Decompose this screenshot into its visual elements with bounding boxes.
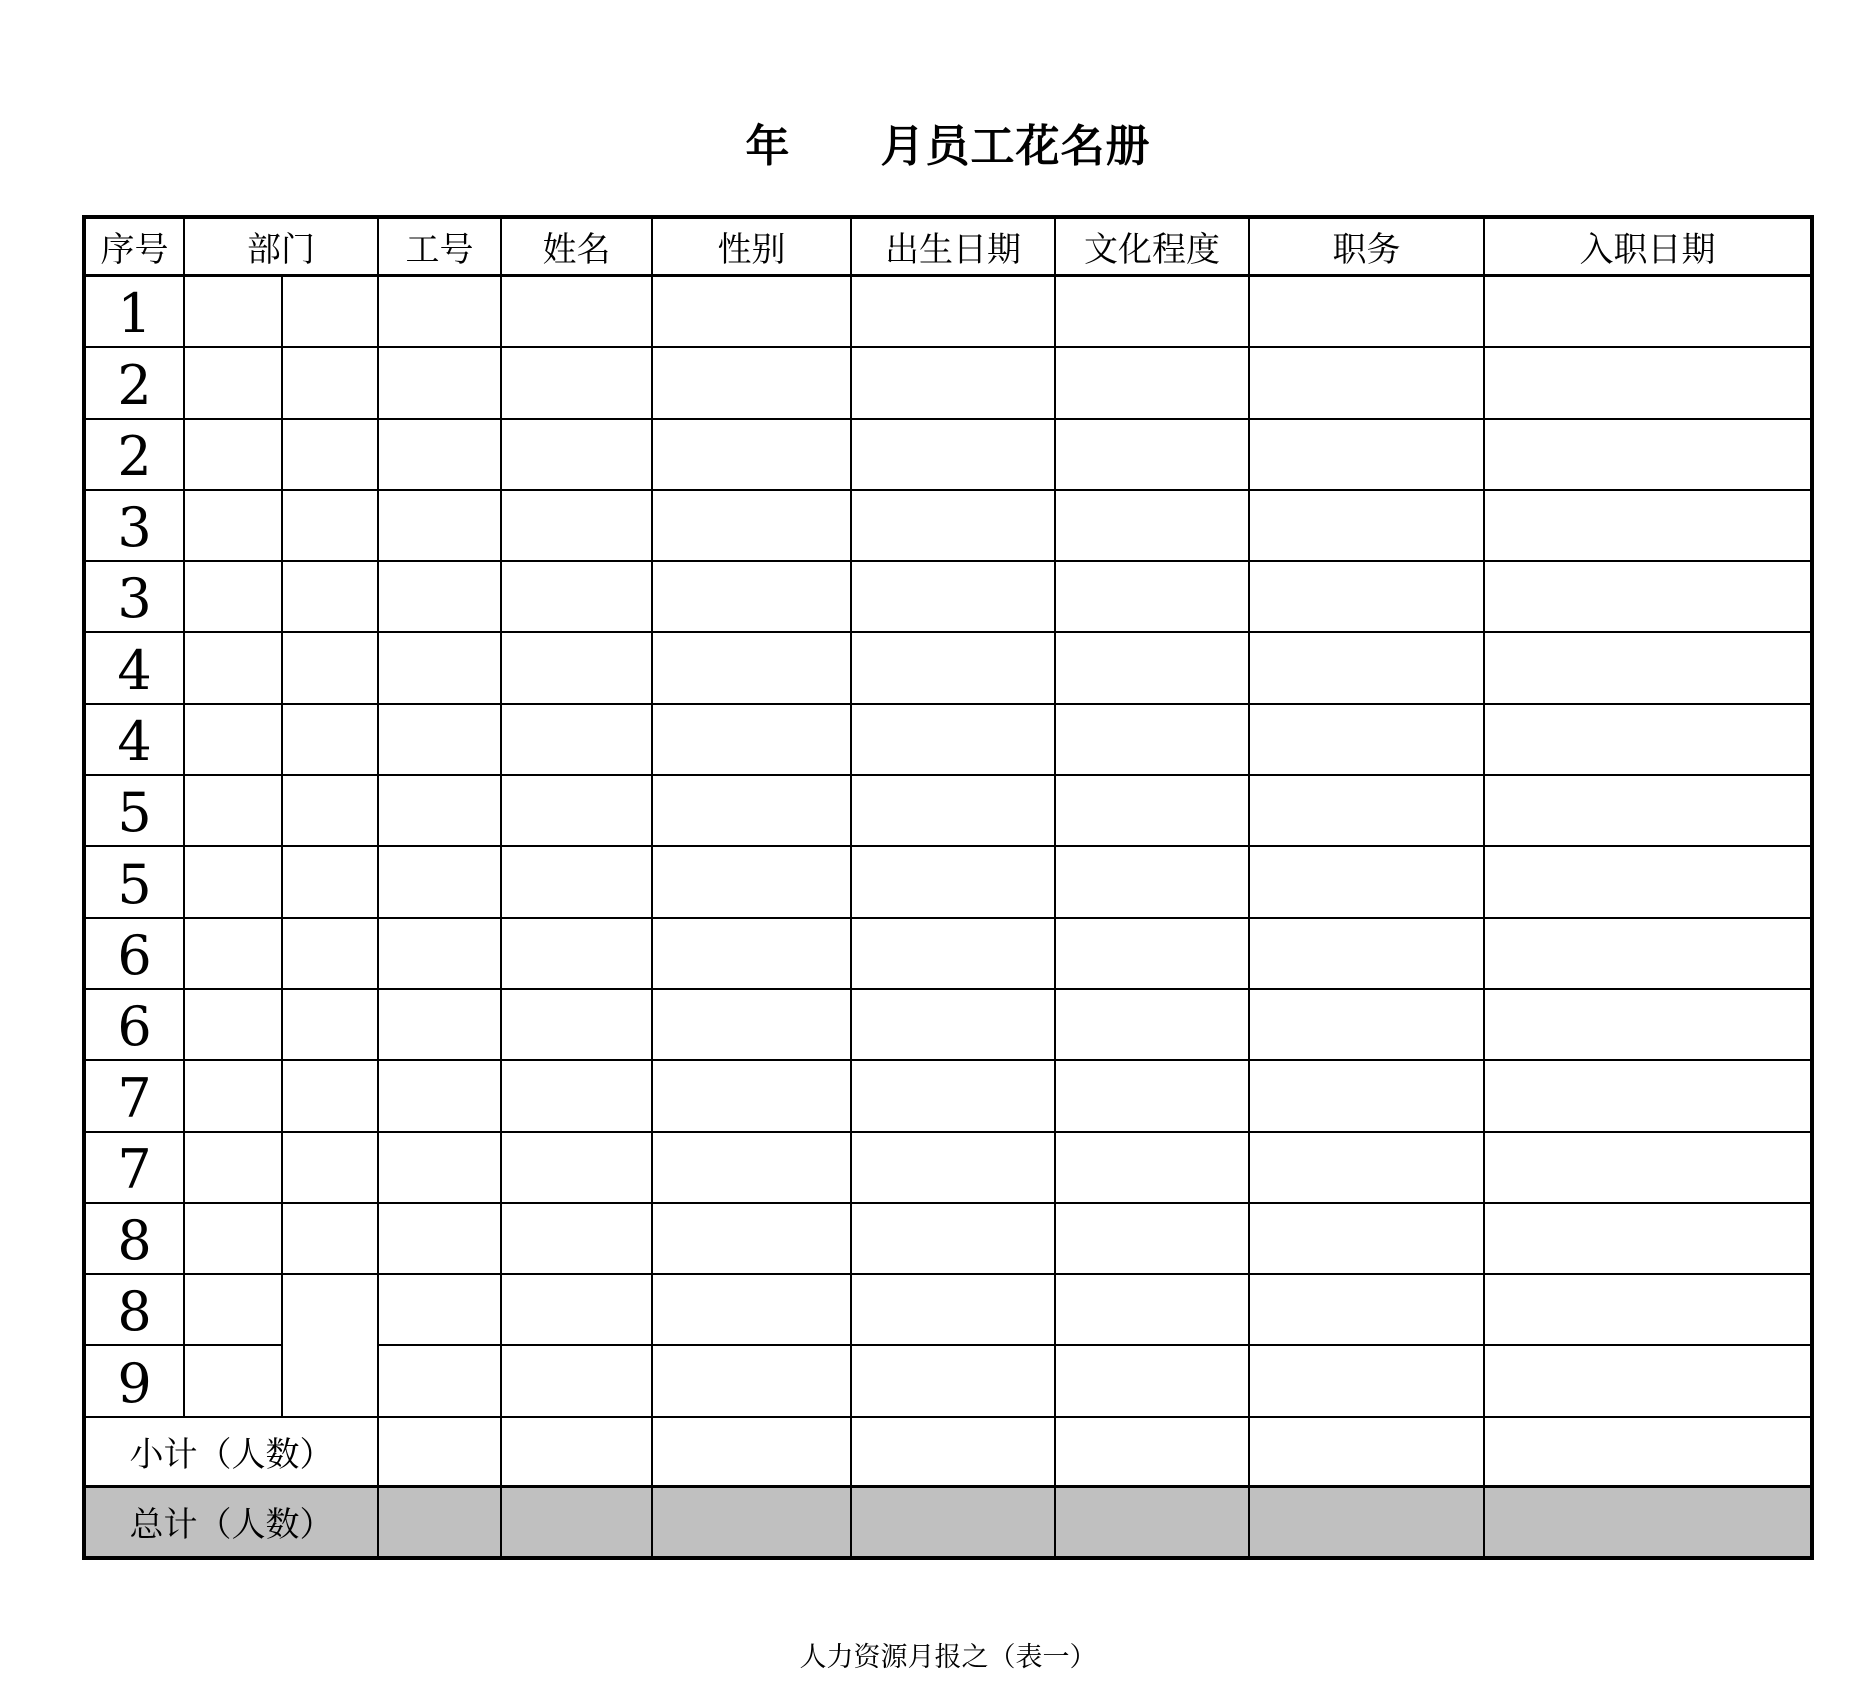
- empty-cell: [653, 847, 852, 918]
- row-number-cell: 6: [86, 990, 185, 1061]
- empty-cell: [1056, 277, 1250, 348]
- total-label: 总计（人数）: [86, 1488, 379, 1556]
- empty-cell: [1485, 420, 1810, 491]
- dept-cell: [185, 990, 283, 1061]
- empty-cell: [653, 633, 852, 704]
- empty-cell: [1485, 990, 1810, 1061]
- empty-cell: [653, 990, 852, 1061]
- empty-cell: [379, 919, 502, 990]
- row-number-cell: 7: [86, 1133, 185, 1204]
- empty-cell: [1485, 348, 1810, 419]
- empty-cell: [379, 1204, 502, 1275]
- empty-cell: [379, 705, 502, 776]
- empty-cell: [379, 348, 502, 419]
- empty-cell: [1485, 633, 1810, 704]
- empty-cell: [1056, 1204, 1250, 1275]
- subtotal-value-cell: [379, 1418, 502, 1488]
- subtotal-value-cell: [1056, 1418, 1250, 1488]
- empty-cell: [653, 420, 852, 491]
- empty-cell: [1056, 919, 1250, 990]
- dept-cell: [185, 847, 283, 918]
- empty-cell: [502, 633, 653, 704]
- row-number-cell: 8: [86, 1204, 185, 1275]
- row-number-cell: 1: [86, 277, 185, 348]
- dept-cell: [283, 633, 379, 704]
- total-value-cell: [653, 1488, 852, 1556]
- empty-cell: [852, 919, 1056, 990]
- empty-cell: [653, 1133, 852, 1204]
- row-number-cell: 8: [86, 1275, 185, 1346]
- empty-cell: [379, 1346, 502, 1417]
- empty-cell: [852, 633, 1056, 704]
- dept-cell: [185, 705, 283, 776]
- empty-cell: [1250, 348, 1485, 419]
- empty-cell: [1056, 1275, 1250, 1346]
- empty-cell: [1250, 919, 1485, 990]
- empty-cell: [1250, 1346, 1485, 1417]
- total-value-cell: [852, 1488, 1056, 1556]
- empty-cell: [379, 776, 502, 847]
- empty-cell: [502, 705, 653, 776]
- empty-cell: [1250, 633, 1485, 704]
- empty-cell: [1056, 420, 1250, 491]
- empty-cell: [379, 420, 502, 491]
- empty-cell: [852, 1204, 1056, 1275]
- dept-cell: [283, 277, 379, 348]
- empty-cell: [852, 1061, 1056, 1132]
- header-cell-0: 序号: [86, 219, 185, 277]
- dept-cell: [283, 1133, 379, 1204]
- empty-cell: [1056, 990, 1250, 1061]
- total-value-cell: [502, 1488, 653, 1556]
- empty-cell: [852, 420, 1056, 491]
- empty-cell: [379, 562, 502, 633]
- empty-cell: [653, 1346, 852, 1417]
- empty-cell: [852, 847, 1056, 918]
- row-number-cell: 2: [86, 420, 185, 491]
- empty-cell: [1056, 491, 1250, 562]
- empty-cell: [379, 633, 502, 704]
- empty-cell: [852, 705, 1056, 776]
- subtotal-value-cell: [653, 1418, 852, 1488]
- empty-cell: [1250, 1061, 1485, 1132]
- empty-cell: [1485, 919, 1810, 990]
- empty-cell: [1250, 1275, 1485, 1346]
- header-cell-4: 性别: [653, 219, 852, 277]
- empty-cell: [1485, 847, 1810, 918]
- empty-cell: [653, 277, 852, 348]
- empty-cell: [852, 1133, 1056, 1204]
- empty-cell: [502, 919, 653, 990]
- empty-cell: [1485, 277, 1810, 348]
- header-cell-1: 部门: [185, 219, 379, 277]
- roster-table: [82, 215, 1814, 1560]
- empty-cell: [852, 348, 1056, 419]
- empty-cell: [653, 1061, 852, 1132]
- dept-cell: [185, 776, 283, 847]
- page-title: 年 月员工花名册: [745, 122, 1151, 171]
- dept-cell: [185, 1346, 283, 1417]
- row-number-cell: 5: [86, 776, 185, 847]
- empty-cell: [852, 562, 1056, 633]
- empty-cell: [1250, 990, 1485, 1061]
- dept-cell: [185, 348, 283, 419]
- total-value-cell: [379, 1488, 502, 1556]
- empty-cell: [379, 1133, 502, 1204]
- empty-cell: [502, 420, 653, 491]
- empty-cell: [1485, 776, 1810, 847]
- empty-cell: [1485, 491, 1810, 562]
- subtotal-label: 小计（人数）: [86, 1418, 379, 1488]
- empty-cell: [502, 562, 653, 633]
- empty-cell: [653, 1204, 852, 1275]
- empty-cell: [852, 776, 1056, 847]
- empty-cell: [502, 491, 653, 562]
- row-number-cell: 6: [86, 919, 185, 990]
- dept-cell: [283, 705, 379, 776]
- empty-cell: [1250, 776, 1485, 847]
- empty-cell: [502, 776, 653, 847]
- dept-cell: [283, 847, 379, 918]
- row-number-cell: 3: [86, 562, 185, 633]
- dept-cell: [283, 491, 379, 562]
- empty-cell: [502, 1204, 653, 1275]
- empty-cell: [379, 1061, 502, 1132]
- header-cell-8: 入职日期: [1485, 219, 1810, 277]
- empty-cell: [1250, 277, 1485, 348]
- dept-cell: [185, 562, 283, 633]
- dept-cell: [185, 420, 283, 491]
- total-value-cell: [1056, 1488, 1250, 1556]
- empty-cell: [1056, 348, 1250, 419]
- row-number-cell: 2: [86, 348, 185, 419]
- empty-cell: [1485, 1346, 1810, 1417]
- empty-cell: [1056, 847, 1250, 918]
- dept-cell: [185, 919, 283, 990]
- empty-cell: [379, 277, 502, 348]
- dept-cell: [283, 420, 379, 491]
- empty-cell: [502, 847, 653, 918]
- empty-cell: [502, 1346, 653, 1417]
- dept-cell: [185, 1275, 283, 1346]
- total-value-cell: [1485, 1488, 1810, 1556]
- empty-cell: [852, 1275, 1056, 1346]
- empty-cell: [852, 990, 1056, 1061]
- subtotal-value-cell: [1250, 1418, 1485, 1488]
- subtotal-value-cell: [502, 1418, 653, 1488]
- dept-cell: [185, 1133, 283, 1204]
- row-number-cell: 5: [86, 847, 185, 918]
- dept-cell: [185, 1061, 283, 1132]
- header-cell-7: 职务: [1250, 219, 1485, 277]
- subtotal-value-cell: [852, 1418, 1056, 1488]
- empty-cell: [502, 990, 653, 1061]
- empty-cell: [653, 491, 852, 562]
- empty-cell: [1485, 1133, 1810, 1204]
- subtotal-value-cell: [1485, 1418, 1810, 1488]
- empty-cell: [379, 990, 502, 1061]
- empty-cell: [1485, 1061, 1810, 1132]
- empty-cell: [1485, 1275, 1810, 1346]
- dept-cell: [185, 277, 283, 348]
- empty-cell: [379, 1275, 502, 1346]
- dept-cell: [283, 990, 379, 1061]
- header-cell-3: 姓名: [502, 219, 653, 277]
- empty-cell: [1056, 1061, 1250, 1132]
- empty-cell: [1250, 562, 1485, 633]
- empty-cell: [653, 348, 852, 419]
- empty-cell: [1485, 1204, 1810, 1275]
- empty-cell: [653, 919, 852, 990]
- dept-cell: [283, 776, 379, 847]
- row-number-cell: 3: [86, 491, 185, 562]
- empty-cell: [852, 1346, 1056, 1417]
- header-cell-5: 出生日期: [852, 219, 1056, 277]
- dept-cell: [283, 919, 379, 990]
- empty-cell: [1056, 776, 1250, 847]
- empty-cell: [1056, 633, 1250, 704]
- empty-cell: [1250, 420, 1485, 491]
- empty-cell: [1056, 562, 1250, 633]
- empty-cell: [1250, 1133, 1485, 1204]
- dept-cell: [283, 1061, 379, 1132]
- empty-cell: [1485, 562, 1810, 633]
- dept-cell: [185, 633, 283, 704]
- row-number-cell: 4: [86, 633, 185, 704]
- dept-merged-cell: [283, 1275, 379, 1418]
- header-cell-6: 文化程度: [1056, 219, 1250, 277]
- empty-cell: [502, 348, 653, 419]
- empty-cell: [653, 562, 852, 633]
- empty-cell: [852, 491, 1056, 562]
- empty-cell: [502, 1061, 653, 1132]
- empty-cell: [1250, 1204, 1485, 1275]
- empty-cell: [1250, 847, 1485, 918]
- empty-cell: [379, 847, 502, 918]
- empty-cell: [502, 1275, 653, 1346]
- empty-cell: [1250, 705, 1485, 776]
- empty-cell: [852, 277, 1056, 348]
- dept-cell: [185, 491, 283, 562]
- empty-cell: [1250, 491, 1485, 562]
- empty-cell: [1056, 1133, 1250, 1204]
- footer-note: 人力资源月报之（表一）: [799, 1641, 1097, 1673]
- dept-cell: [283, 348, 379, 419]
- dept-cell: [283, 1204, 379, 1275]
- row-number-cell: 7: [86, 1061, 185, 1132]
- empty-cell: [1056, 705, 1250, 776]
- empty-cell: [502, 1133, 653, 1204]
- empty-cell: [653, 776, 852, 847]
- empty-cell: [653, 1275, 852, 1346]
- dept-cell: [283, 562, 379, 633]
- total-value-cell: [1250, 1488, 1485, 1556]
- row-number-cell: 9: [86, 1346, 185, 1417]
- row-number-cell: 4: [86, 705, 185, 776]
- empty-cell: [1056, 1346, 1250, 1417]
- empty-cell: [379, 491, 502, 562]
- header-cell-2: 工号: [379, 219, 502, 277]
- empty-cell: [502, 277, 653, 348]
- empty-cell: [653, 705, 852, 776]
- empty-cell: [1485, 705, 1810, 776]
- dept-cell: [185, 1204, 283, 1275]
